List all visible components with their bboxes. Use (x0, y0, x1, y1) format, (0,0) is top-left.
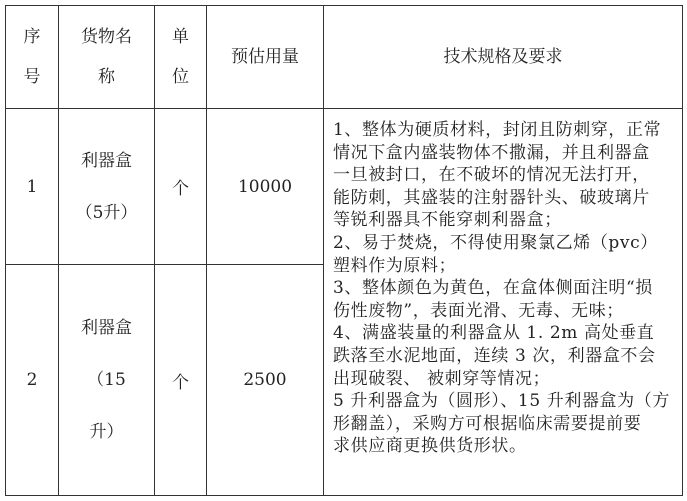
row-2-unit: 个 (155, 265, 207, 496)
header-spec: 技术规格及要求 (324, 6, 683, 109)
header-unit-line-1: 单 (172, 27, 189, 47)
row-1-index: 1 (6, 109, 59, 265)
header-quantity: 预估用量 (207, 6, 324, 109)
row-2-name-line-1: 利器盒 (81, 318, 132, 338)
spec-line: 一旦被封口，在不破坏的情况无法打开， (333, 165, 650, 186)
table-row (6, 109, 683, 265)
spec-line: 出现破裂、 被刺穿等情况； (333, 368, 551, 389)
spec-line: 能防刺，其盛装的注射器针头、破玻璃片 (333, 187, 650, 208)
row-2-name-line-3: 升） (89, 422, 124, 442)
row-1-name-line-1: 利器盒 (81, 150, 132, 171)
spec-line: 1、整体为硬质材料，封闭且防刺穿，正常 (333, 120, 662, 140)
header-unit (155, 6, 207, 109)
header-row (6, 6, 683, 109)
spec-line: 3、整体颜色为黄色，在盒体侧面注明“损 (333, 278, 653, 299)
row-2-name-line-2: （15 (87, 370, 126, 390)
header-name-line-2: 称 (98, 67, 115, 87)
spec-line: 伤性废物”，表面光滑、无毒、无味； (333, 300, 624, 321)
spec-line: 跌落至水泥地面，连续 3 次，利器盒不会 (333, 345, 656, 366)
row-1-quantity: 10000 (207, 109, 324, 265)
header-name (59, 6, 155, 109)
row-2-index: 2 (6, 265, 59, 496)
spec-line: 求供应商更换供货形状。 (333, 436, 527, 457)
spec-line: 4、满盛装量的利器盒从 1. 2m 高处垂直 (333, 323, 655, 344)
row-1-name-line-2: （5升） (75, 202, 138, 223)
spec-line: 塑料作为原料； (333, 255, 457, 276)
spec-line: 形翻盖），采购方可根据临床需要提前要 (333, 413, 642, 434)
spec-line: 情况下盒内盛装物体不撒漏，并且利器盒 (333, 142, 650, 163)
procurement-table (5, 5, 683, 496)
row-1-name (59, 109, 155, 265)
header-index (6, 6, 59, 109)
spec-line: 2、易于焚烧，不得使用聚氯乙烯（pvc） (333, 232, 658, 253)
spec-cell (324, 109, 683, 496)
header-name-line-1: 货物名 (81, 27, 132, 47)
row-2-quantity: 2500 (207, 265, 324, 496)
spec-line: 5 升利器盒为（圆形）、15 升利器盒为（方 (333, 391, 670, 412)
spec-line: 等锐利器具不能穿刺利器盒； (333, 210, 562, 231)
row-1-unit: 个 (155, 109, 207, 265)
row-2-name (59, 265, 155, 496)
header-unit-line-2: 位 (172, 67, 189, 87)
header-index-line-1: 序 (23, 27, 41, 47)
header-index-line-2: 号 (23, 67, 41, 87)
